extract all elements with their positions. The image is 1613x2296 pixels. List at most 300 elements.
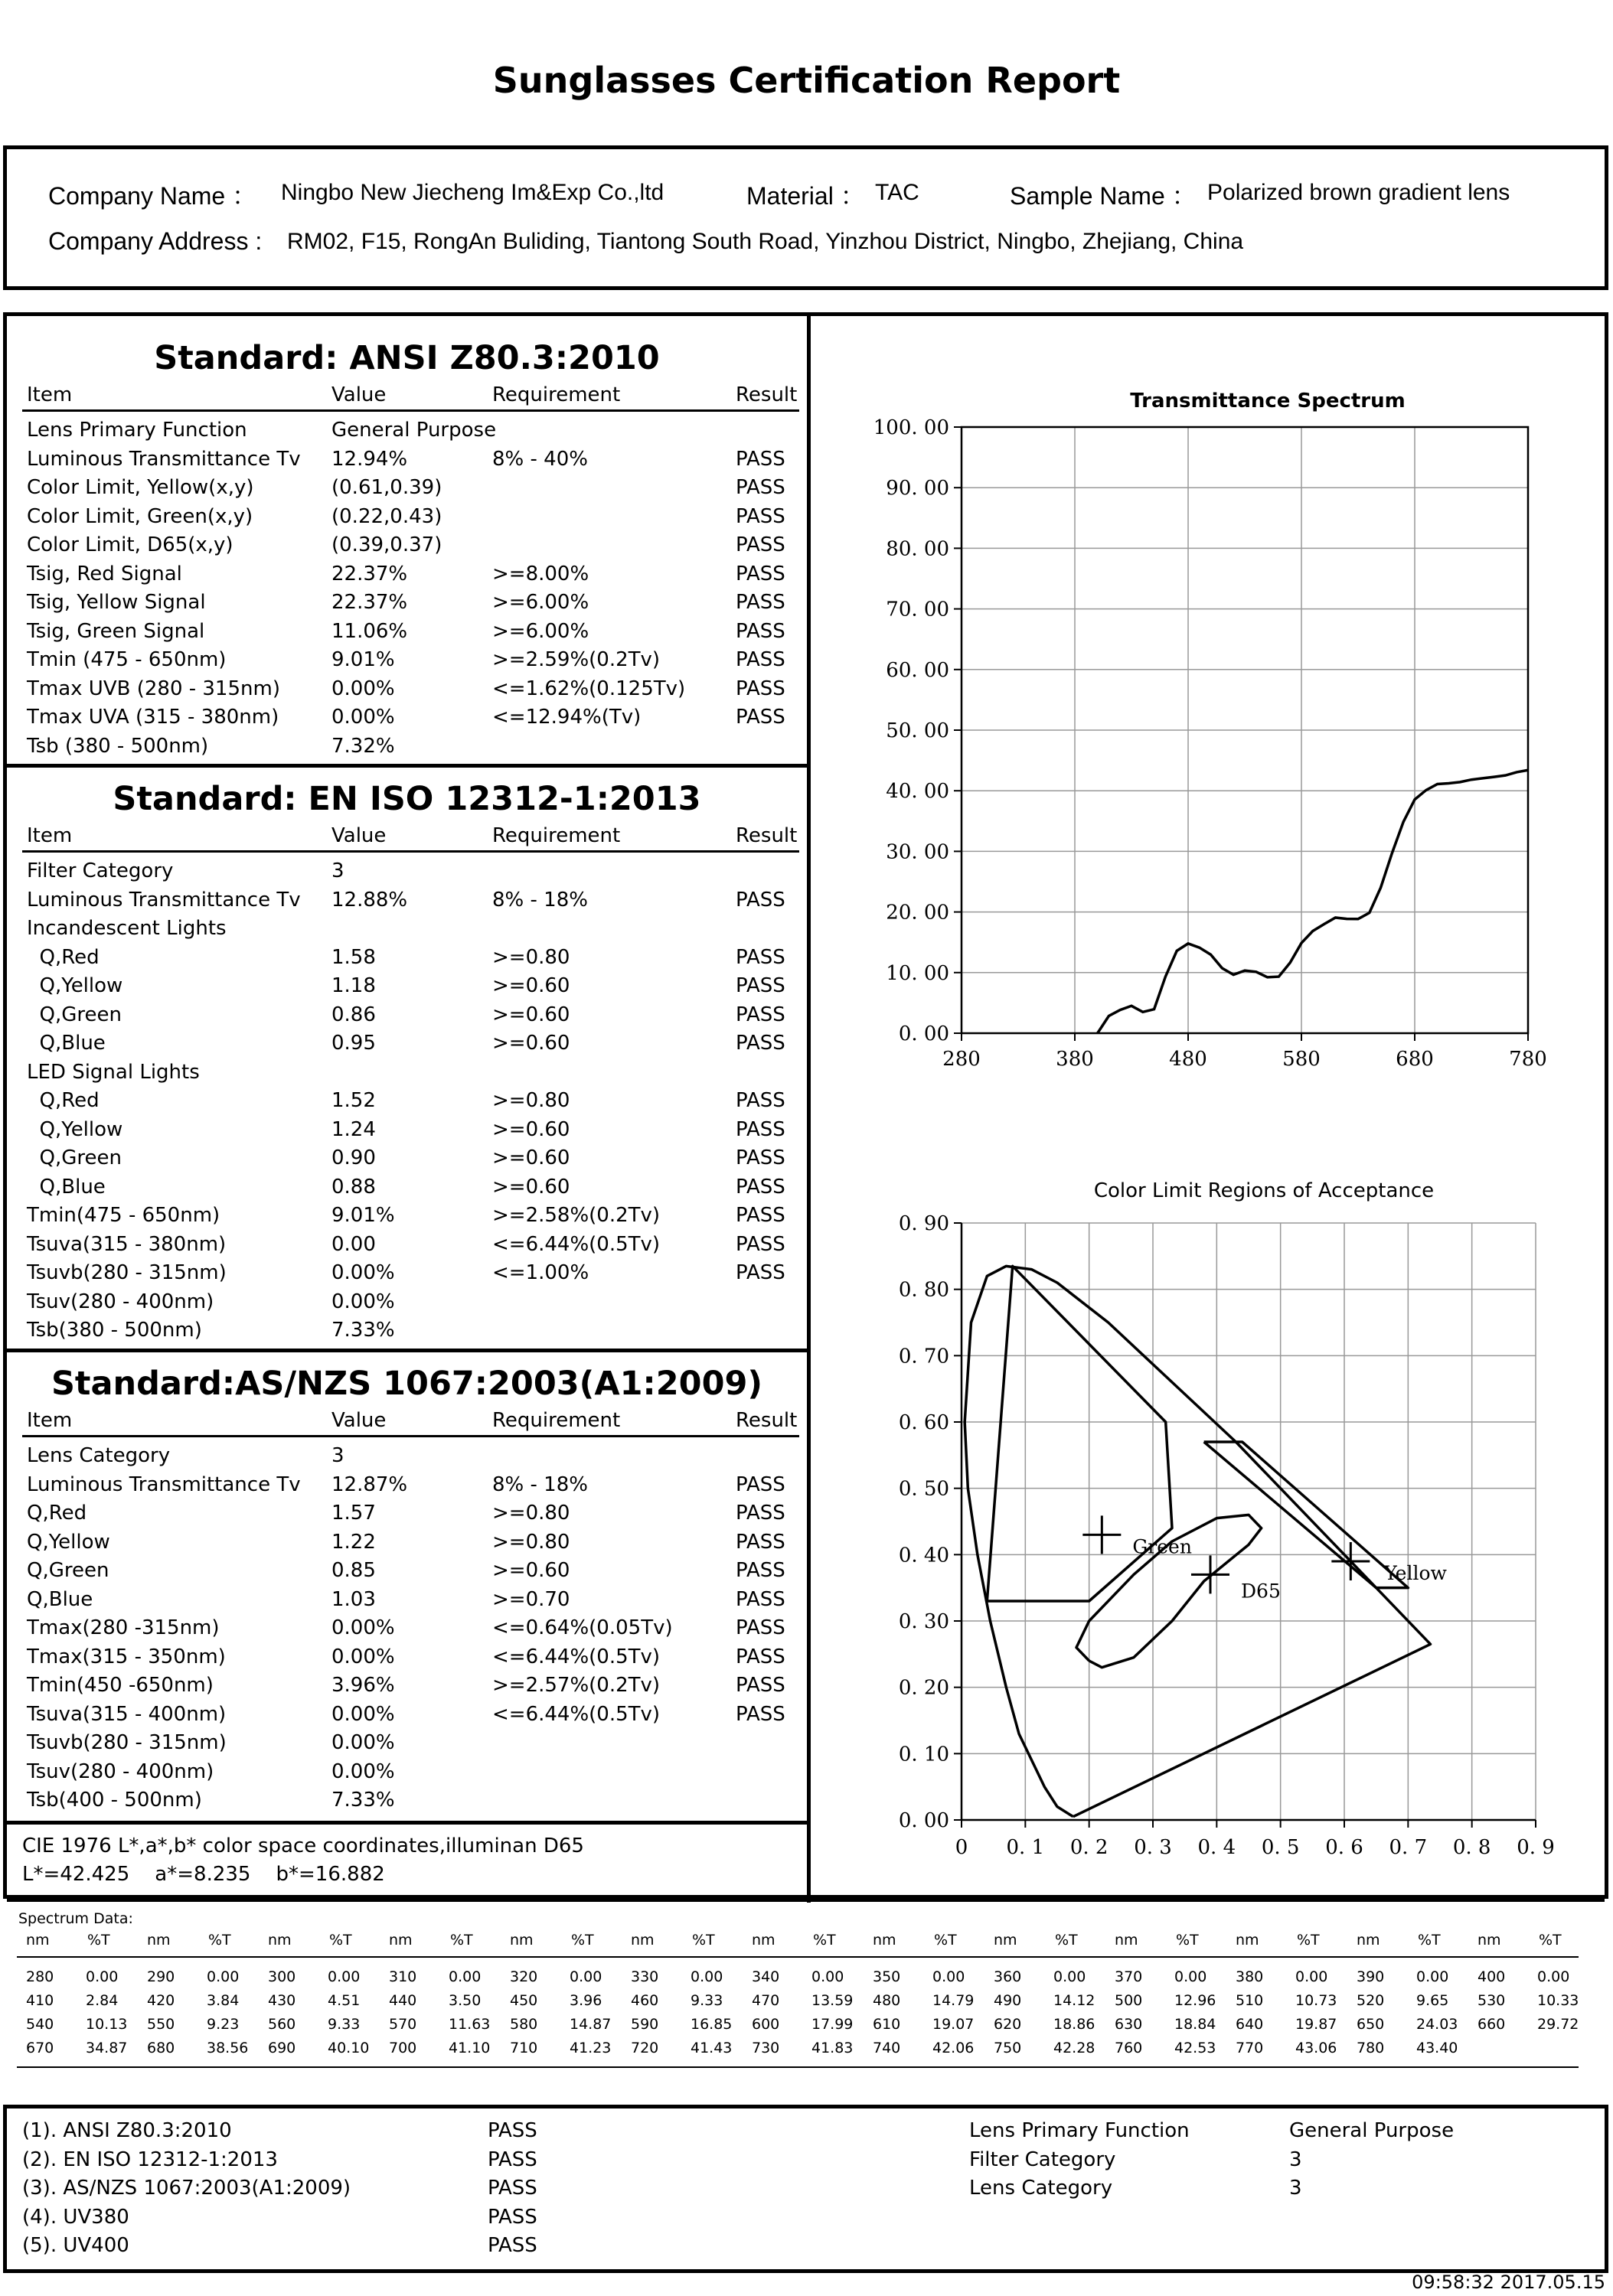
y-tick-label: 0. 00: [898, 1809, 949, 1832]
spectrum-t: 12.96: [1174, 1992, 1216, 2009]
spectrum-col-t: %T: [813, 1932, 836, 1949]
spectrum-nm: 680: [147, 2040, 175, 2056]
summary-result: PASS: [488, 2177, 537, 2200]
cell-value: 0.00%: [331, 1731, 395, 1754]
spectrum-col-t: %T: [571, 1932, 594, 1949]
spectrum-nm: 540: [26, 2016, 54, 2033]
summary-standard: (5). UV400: [22, 2234, 129, 2257]
cell-item: Luminous Transmittance Tv: [27, 888, 301, 912]
spectrum-nm: 670: [26, 2040, 54, 2056]
spectrum-t: 14.87: [570, 2016, 612, 2033]
color-limit-chart: [811, 1102, 1600, 1883]
cell-item: Q,Green: [27, 1559, 109, 1582]
spectral-locus-outline: [965, 1266, 1430, 1816]
cell-requirement: <=1.00%: [492, 1261, 589, 1284]
spectrum-nm: 650: [1357, 2016, 1385, 2033]
cell-value: (0.61,0.39): [331, 476, 442, 499]
spectrum-col-nm: nm: [147, 1932, 171, 1949]
cell-item: Tmax UVA (315 - 380nm): [27, 706, 279, 729]
table-header-rule: [22, 1435, 799, 1437]
spectrum-nm: 410: [26, 1992, 54, 2009]
spectrum-t: 10.13: [86, 2016, 128, 2033]
cell-requirement: <=6.44%(0.5Tv): [492, 1702, 661, 1726]
cell-result: PASS: [736, 648, 785, 671]
x-tick-label: 380: [1056, 1048, 1094, 1071]
column-header-item: Item: [27, 1409, 73, 1432]
spectrum-t: 41.23: [570, 2040, 612, 2056]
spectrum-t: 14.79: [932, 1992, 975, 2009]
spectrum-col-nm: nm: [1477, 1932, 1501, 1949]
y-tick-label: 0. 50: [898, 1477, 949, 1501]
y-tick-label: 0. 10: [898, 1743, 949, 1766]
spectrum-col-nm: nm: [994, 1932, 1017, 1949]
cell-value: 9.01%: [331, 1204, 395, 1227]
summary-standard: (2). EN ISO 12312-1:2013: [22, 2148, 278, 2171]
spectrum-nm: 530: [1477, 1992, 1506, 2009]
cell-result: PASS: [736, 1232, 785, 1256]
cell-item: Tsuv(280 - 400nm): [27, 1760, 214, 1783]
spectrum-nm: 550: [147, 2016, 175, 2033]
spectrum-col-nm: nm: [873, 1932, 896, 1949]
cell-requirement: <=1.62%(0.125Tv): [492, 677, 686, 700]
company-name-label: Company Name ：: [48, 182, 257, 210]
cell-result: PASS: [736, 562, 785, 585]
y-tick-label: 30. 00: [886, 840, 949, 864]
cell-requirement: >=2.58%(0.2Tv): [492, 1204, 661, 1227]
point-label-yellow: Yellow: [1384, 1562, 1447, 1584]
cell-item: Color Limit, Yellow(x,y): [27, 476, 254, 499]
spectrum-t: 14.12: [1053, 1992, 1095, 2009]
spectrum-t: 0.00: [811, 1968, 844, 1985]
spectrum-t: 11.63: [449, 2016, 491, 2033]
cell-result: PASS: [736, 447, 785, 471]
cell-result: PASS: [736, 1089, 785, 1112]
cell-item: Q,Blue: [27, 1175, 106, 1199]
cell-value: (0.22,0.43): [331, 504, 442, 528]
cell-value: 1.52: [331, 1089, 376, 1112]
cell-requirement: 8% - 18%: [492, 888, 588, 912]
cell-item: Incandescent Lights: [27, 917, 227, 940]
cell-result: PASS: [736, 1003, 785, 1026]
spectrum-t: 42.06: [932, 2040, 975, 2056]
cell-item: Q,Red: [27, 945, 100, 969]
cell-result: PASS: [736, 1530, 785, 1554]
cell-result: PASS: [736, 504, 785, 528]
x-tick-label: 0. 1: [1006, 1836, 1045, 1859]
cell-value: 0.00%: [331, 677, 395, 700]
spectrum-t: 13.59: [811, 1992, 854, 2009]
company-info-box: [3, 145, 1608, 290]
y-tick-label: 0. 20: [898, 1676, 949, 1700]
cell-item: Tsuva(315 - 380nm): [27, 1232, 227, 1256]
cell-value: 7.33%: [331, 1789, 395, 1812]
spectrum-nm: 420: [147, 1992, 175, 2009]
cell-value: 0.00%: [331, 1616, 395, 1639]
x-tick-label: 0. 4: [1197, 1836, 1236, 1859]
cell-value: 0.00%: [331, 1760, 395, 1783]
spectrum-t: 10.33: [1537, 1992, 1579, 2009]
summary-property-value: 3: [1289, 2177, 1302, 2200]
section-divider: [7, 764, 807, 768]
cell-requirement: >=2.59%(0.2Tv): [492, 648, 661, 671]
spectrum-t: 19.07: [932, 2016, 975, 2033]
cell-requirement: >=0.60: [492, 1117, 570, 1141]
cell-value: 0.00%: [331, 706, 395, 729]
spectrum-t: 4.51: [328, 1992, 361, 2009]
spectrum-t: 42.53: [1174, 2040, 1216, 2056]
spectrum-nm: 380: [1236, 1968, 1264, 1985]
cell-value: 0.86: [331, 1003, 376, 1026]
spectrum-col-nm: nm: [510, 1932, 534, 1949]
spectrum-col-nm: nm: [268, 1932, 292, 1949]
x-tick-label: 0: [955, 1836, 968, 1859]
sample-name-value: Polarized brown gradient lens: [1207, 180, 1510, 205]
cell-item: Tsig, Red Signal: [27, 562, 182, 585]
cell-result: PASS: [736, 1559, 785, 1582]
y-tick-label: 70. 00: [886, 598, 949, 621]
point-label-d65: D65: [1241, 1580, 1281, 1603]
spectrum-nm: 290: [147, 1968, 175, 1985]
spectrum-t: 9.33: [328, 2016, 361, 2033]
y-tick-label: 0. 30: [898, 1610, 949, 1633]
y-tick-label: 0. 70: [898, 1345, 949, 1368]
column-header-item: Item: [27, 383, 73, 406]
cell-item: Q,Yellow: [27, 974, 123, 997]
table-header-rule: [22, 850, 799, 853]
spectrum-t: 38.56: [207, 2040, 249, 2056]
table-header-rule: [22, 409, 799, 412]
cell-requirement: >=6.00%: [492, 619, 589, 643]
cell-item: Tsb(400 - 500nm): [27, 1789, 202, 1812]
spectrum-nm: 780: [1357, 2040, 1385, 2056]
cell-value: General Purpose: [331, 419, 497, 442]
cell-item: Q,Red: [27, 1502, 87, 1525]
cell-value: 0.00%: [331, 1645, 395, 1668]
timestamp: 09:58:32 2017.05.15: [1412, 2272, 1605, 2293]
spectrum-nm: 700: [389, 2040, 417, 2056]
spectrum-t: 16.85: [691, 2016, 733, 2033]
summary-property: Lens Primary Function: [969, 2119, 1190, 2142]
cell-value: 22.37%: [331, 562, 408, 585]
company-name-value: Ningbo New Jiecheng Im&Exp Co.,ltd: [281, 180, 664, 205]
cell-requirement: >=6.00%: [492, 591, 589, 614]
column-header-item: Item: [27, 824, 73, 847]
spectrum-t: 3.84: [207, 1992, 240, 2009]
cell-item: Tsuva(315 - 400nm): [27, 1702, 227, 1726]
chart-title: Color Limit Regions of Acceptance: [1093, 1179, 1435, 1202]
column-divider: [807, 316, 811, 1903]
cell-value: 0.00%: [331, 1261, 395, 1284]
cell-item: Q,Yellow: [27, 1530, 110, 1554]
chart-title: Transmittance Spectrum: [1130, 390, 1406, 413]
spectrum-nm: 770: [1236, 2040, 1264, 2056]
spectrum-t: 29.72: [1537, 2016, 1579, 2033]
spectrum-nm: 490: [994, 1992, 1022, 2009]
cell-result: PASS: [736, 1117, 785, 1141]
spectrum-t: 40.10: [328, 2040, 370, 2056]
spectrum-col-t: %T: [692, 1932, 715, 1949]
spectrum-t: 18.86: [1053, 2016, 1095, 2033]
spectrum-col-nm: nm: [1236, 1932, 1259, 1949]
spectrum-nm: 580: [510, 2016, 538, 2033]
cell-value: 12.87%: [331, 1473, 408, 1496]
cell-item: Q,Green: [27, 1146, 122, 1169]
cell-item: Tmax(315 - 350nm): [27, 1645, 226, 1668]
cell-item: Tmin(475 - 650nm): [27, 1204, 220, 1227]
cie-divider: [7, 1821, 807, 1825]
spectrum-t: 0.00: [1053, 1968, 1086, 1985]
summary-standard: (1). ANSI Z80.3:2010: [22, 2119, 232, 2142]
y-tick-label: 40. 00: [886, 780, 949, 804]
cell-result: PASS: [736, 1702, 785, 1726]
x-tick-label: 480: [1169, 1048, 1207, 1071]
spectrum-nm: 350: [873, 1968, 901, 1985]
cell-value: 12.94%: [331, 447, 408, 471]
x-tick-label: 0. 5: [1261, 1836, 1300, 1859]
spectrum-nm: 730: [752, 2040, 780, 2056]
spectrum-nm: 660: [1477, 2016, 1506, 2033]
cell-value: 0.00: [331, 1232, 376, 1256]
spectrum-t: 9.33: [691, 1992, 723, 2009]
spectrum-t: 3.96: [570, 1992, 602, 2009]
cell-item: Tsuv(280 - 400nm): [27, 1290, 214, 1313]
spectrum-t: 0.00: [207, 1968, 240, 1985]
cell-value: 0.85: [331, 1559, 376, 1582]
y-tick-label: 0. 60: [898, 1411, 949, 1434]
cell-requirement: >=2.57%(0.2Tv): [492, 1674, 661, 1697]
cell-item: Q,Red: [27, 1089, 100, 1112]
cie-coordinates-line1: CIE 1976 L*,a*,b* color space coordinates,illuminan D65: [22, 1835, 584, 1857]
cell-result: PASS: [736, 888, 785, 912]
column-header-value: Value: [331, 824, 387, 847]
cell-value: 1.22: [331, 1530, 376, 1554]
cell-value: 7.32%: [331, 734, 395, 758]
spectrum-t: 24.03: [1416, 2016, 1458, 2033]
spectrum-nm: 280: [26, 1968, 54, 1985]
y-tick-label: 0. 90: [898, 1212, 949, 1235]
spectrum-nm: 710: [510, 2040, 538, 2056]
spectrum-nm: 370: [1115, 1968, 1143, 1985]
spectrum-nm: 480: [873, 1992, 901, 2009]
summary-property-value: General Purpose: [1289, 2119, 1455, 2142]
x-tick-label: 0. 7: [1389, 1836, 1428, 1859]
spectrum-col-t: %T: [329, 1932, 352, 1949]
cell-item: Tsuvb(280 - 315nm): [27, 1261, 227, 1284]
spectrum-nm: 560: [268, 2016, 296, 2033]
column-header-value: Value: [331, 383, 387, 406]
spectrum-nm: 610: [873, 2016, 901, 2033]
spectrum-header-rule: [17, 1956, 1579, 1958]
x-tick-label: 280: [942, 1048, 981, 1071]
spectrum-t: 9.65: [1416, 1992, 1449, 2009]
summary-result: PASS: [488, 2205, 537, 2229]
cell-value: 9.01%: [331, 648, 395, 671]
spectrum-col-t: %T: [450, 1932, 473, 1949]
y-tick-label: 20. 00: [886, 901, 949, 925]
spectrum-nm: 330: [631, 1968, 659, 1985]
cell-item: Tsuvb(280 - 315nm): [27, 1731, 227, 1754]
cell-result: PASS: [736, 945, 785, 969]
spectrum-col-t: %T: [1176, 1932, 1199, 1949]
company-address-label: Company Address :: [48, 227, 263, 255]
spectrum-t: 0.00: [932, 1968, 965, 1985]
spectrum-nm: 760: [1115, 2040, 1143, 2056]
transmittance-spectrum-chart: [811, 321, 1600, 1102]
cell-item: Tmin(450 -650nm): [27, 1674, 214, 1697]
cell-value: 0.88: [331, 1175, 376, 1199]
cell-item: Q,Green: [27, 1003, 122, 1026]
y-tick-label: 0. 80: [898, 1278, 949, 1302]
cell-value: 0.00%: [331, 1702, 395, 1726]
y-tick-label: 0. 40: [898, 1544, 949, 1567]
spectrum-nm: 500: [1115, 1992, 1143, 2009]
spectrum-col-t: %T: [1055, 1932, 1078, 1949]
cell-value: 3.96%: [331, 1674, 395, 1697]
cell-result: PASS: [736, 1616, 785, 1639]
x-tick-label: 680: [1396, 1048, 1434, 1071]
cell-value: 1.18: [331, 974, 376, 997]
spectrum-t: 3.50: [449, 1992, 482, 2009]
spectrum-col-nm: nm: [631, 1932, 655, 1949]
spectrum-t: 0.00: [1174, 1968, 1207, 1985]
spectrum-nm: 590: [631, 2016, 659, 2033]
cell-value: 11.06%: [331, 619, 408, 643]
spectrum-t: 0.00: [1416, 1968, 1449, 1985]
spectrum-t: 41.43: [691, 2040, 733, 2056]
cell-result: PASS: [736, 476, 785, 499]
spectrum-nm: 440: [389, 1992, 417, 2009]
cell-result: PASS: [736, 1645, 785, 1668]
summary-result: PASS: [488, 2148, 537, 2171]
cell-value: 3: [331, 859, 344, 882]
y-tick-label: 50. 00: [886, 719, 949, 742]
cell-result: PASS: [736, 1146, 785, 1169]
cell-result: PASS: [736, 1473, 785, 1496]
spectrum-col-nm: nm: [389, 1932, 413, 1949]
cell-requirement: >=0.80: [492, 1530, 570, 1554]
spectrum-t: 0.00: [86, 1968, 119, 1985]
cell-value: 1.24: [331, 1117, 376, 1141]
cell-result: PASS: [736, 1261, 785, 1284]
spectrum-t: 42.28: [1053, 2040, 1095, 2056]
cell-item: Tsb (380 - 500nm): [27, 734, 209, 758]
spectrum-t: 10.73: [1295, 1992, 1337, 2009]
cell-value: 1.58: [331, 945, 376, 969]
y-tick-label: 10. 00: [886, 961, 949, 985]
cell-item: Tmax(280 -315nm): [27, 1616, 220, 1639]
cell-requirement: >=0.60: [492, 974, 570, 997]
cell-value: 0.95: [331, 1032, 376, 1055]
cell-item: Lens Primary Function: [27, 419, 247, 442]
section-divider: [7, 1349, 807, 1352]
spectrum-nm: 400: [1477, 1968, 1506, 1985]
spectrum-t: 19.87: [1295, 2016, 1337, 2033]
x-tick-label: 0. 6: [1325, 1836, 1363, 1859]
summary-box: [3, 2105, 1608, 2273]
cell-value: 12.88%: [331, 888, 408, 912]
material-value: TAC: [875, 180, 919, 205]
cell-result: PASS: [736, 1502, 785, 1525]
spectrum-nm: 340: [752, 1968, 780, 1985]
cell-requirement: <=12.94%(Tv): [492, 706, 642, 729]
spectrum-nm: 430: [268, 1992, 296, 2009]
spectrum-col-t: %T: [934, 1932, 957, 1949]
cell-value: 7.33%: [331, 1319, 395, 1342]
sample-name-label: Sample Name ：: [1010, 182, 1197, 210]
spectrum-nm: 520: [1357, 1992, 1385, 2009]
spectrum-nm: 300: [268, 1968, 296, 1985]
point-label-green: Green: [1132, 1535, 1192, 1558]
spectrum-col-nm: nm: [1115, 1932, 1138, 1949]
cell-requirement: >=0.60: [492, 1003, 570, 1026]
x-tick-label: 580: [1282, 1048, 1321, 1071]
cell-item: Filter Category: [27, 859, 174, 882]
spectrum-t: 18.84: [1174, 2016, 1216, 2033]
spectrum-t: 0.00: [328, 1968, 361, 1985]
x-tick-label: 0. 9: [1517, 1836, 1555, 1859]
column-header-requirement: Requirement: [492, 383, 621, 406]
cell-item: Color Limit, D65(x,y): [27, 533, 233, 556]
cell-item: Q,Yellow: [27, 1117, 123, 1141]
standard-title: Standard: ANSI Z80.3:2010: [154, 339, 660, 377]
spectrum-col-t: %T: [1539, 1932, 1562, 1949]
spectrum-col-t: %T: [1297, 1932, 1320, 1949]
company-address-value: RM02, F15, RongAn Buliding, Tiantong South Road, Yinzhou District, Ningbo, Zhejiang, China: [287, 229, 1244, 254]
spectrum-nm: 390: [1357, 1968, 1385, 1985]
point-marker-green: [1082, 1515, 1121, 1554]
column-header-result: Result: [736, 1409, 798, 1432]
x-tick-label: 0. 2: [1069, 1836, 1109, 1859]
report-title: Sunglasses Certification Report: [492, 60, 1121, 101]
cell-requirement: <=6.44%(0.5Tv): [492, 1232, 661, 1256]
spectrum-t: 0.00: [570, 1968, 602, 1985]
cell-result: PASS: [736, 619, 785, 643]
cell-requirement: <=0.64%(0.05Tv): [492, 1616, 673, 1639]
spectrum-nm: 640: [1236, 2016, 1264, 2033]
transmittance-series-line: [1098, 770, 1528, 1033]
cell-item: Tsig, Yellow Signal: [27, 591, 206, 614]
standard-title: Standard:AS/NZS 1067:2003(A1:2009): [51, 1365, 763, 1403]
cell-requirement: >=0.60: [492, 1175, 570, 1199]
material-label: Material ：: [746, 182, 865, 210]
x-tick-label: 780: [1509, 1048, 1547, 1071]
cell-item: Tmax UVB (280 - 315nm): [27, 677, 280, 700]
cell-requirement: >=0.60: [492, 1032, 570, 1055]
spectrum-t: 0.00: [449, 1968, 482, 1985]
cell-result: PASS: [736, 533, 785, 556]
spectrum-t: 9.23: [207, 2016, 240, 2033]
cell-item: Luminous Transmittance Tv: [27, 1473, 301, 1496]
cell-requirement: >=0.60: [492, 1146, 570, 1169]
cell-requirement: >=0.80: [492, 945, 570, 969]
spectrum-nm: 310: [389, 1968, 417, 1985]
cell-value: 1.03: [331, 1587, 376, 1611]
spectrum-nm: 600: [752, 2016, 780, 2033]
column-header-requirement: Requirement: [492, 1409, 621, 1432]
spectrum-t: 0.00: [1295, 1968, 1328, 1985]
summary-property: Lens Category: [969, 2177, 1113, 2200]
column-header-requirement: Requirement: [492, 824, 621, 847]
cell-requirement: <=6.44%(0.5Tv): [492, 1645, 661, 1668]
cie-coordinates-line2: L*=42.425 a*=8.235 b*=16.882: [22, 1863, 385, 1886]
spectrum-nm: 620: [994, 2016, 1022, 2033]
cell-result: PASS: [736, 1674, 785, 1697]
cell-result: PASS: [736, 677, 785, 700]
spectrum-nm: 450: [510, 1992, 538, 2009]
spectrum-t: 43.40: [1416, 2040, 1458, 2056]
summary-result: PASS: [488, 2119, 537, 2142]
y-tick-label: 0. 00: [898, 1022, 949, 1045]
